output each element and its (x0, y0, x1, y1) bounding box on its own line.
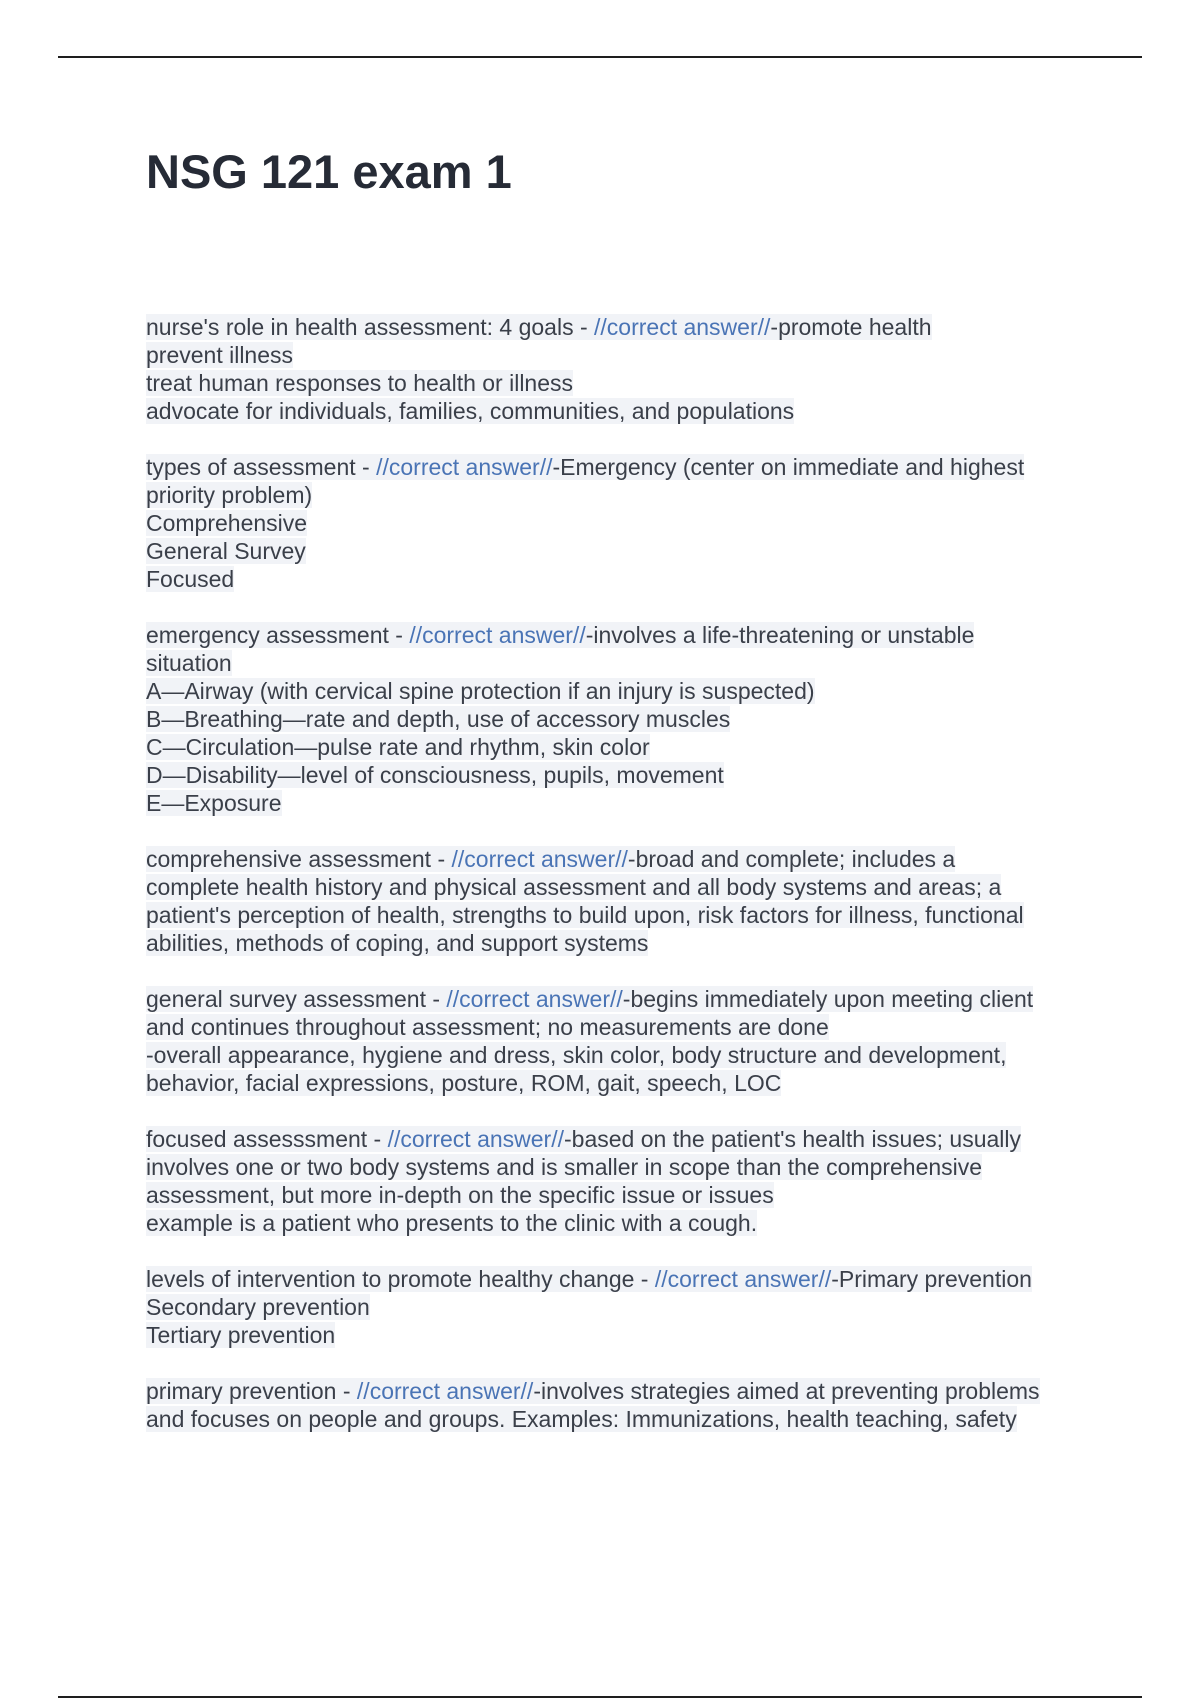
answer-line (146, 929, 1096, 957)
answer-line-text: Focused (146, 566, 235, 592)
answer-text: -based on the patient's health issues; usually (564, 1126, 1022, 1152)
flashcard-first-line (146, 1377, 1096, 1405)
answer-line (146, 481, 1096, 509)
top-rule (58, 56, 1142, 58)
correct-answer-tag: //correct answer// (446, 986, 623, 1012)
answer-text: -involves strategies aimed at preventing problems (533, 1378, 1040, 1404)
answer-text: -involves a life-threatening or unstable (585, 622, 975, 648)
flashcard-first-line (146, 985, 1096, 1013)
question-text: emergency assessment - (146, 622, 410, 648)
correct-answer-tag: //correct answer// (594, 314, 771, 340)
answer-line (146, 1209, 1096, 1237)
question-text: types of assessment - (146, 454, 377, 480)
document-title: NSG 121 exam 1 (146, 145, 512, 198)
flashcard-1 (146, 313, 1096, 425)
bottom-rule (58, 1696, 1142, 1698)
flashcard-8 (146, 1377, 1096, 1433)
answer-line (146, 369, 1096, 397)
answer-line (146, 901, 1096, 929)
answer-text: -Emergency (center on immediate and highest (552, 454, 1025, 480)
answer-line (146, 341, 1096, 369)
answer-line-text: B—Breathing—rate and depth, use of accessory muscles (146, 706, 731, 732)
answer-line-text: abilities, methods of coping, and support systems (146, 930, 649, 956)
answer-line (146, 1405, 1096, 1433)
flashcard-5 (146, 985, 1096, 1097)
answer-line (146, 565, 1096, 593)
answer-line (146, 733, 1096, 761)
question-text: general survey assessment - (146, 986, 447, 1012)
answer-line (146, 397, 1096, 425)
answer-line-text: treat human responses to health or illness (146, 370, 574, 396)
answer-line (146, 873, 1096, 901)
correct-answer-tag: //correct answer// (387, 1126, 564, 1152)
flashcard-2 (146, 453, 1096, 593)
answer-line (146, 1181, 1096, 1209)
answer-text: -Primary prevention (831, 1266, 1032, 1292)
answer-line-text: patient's perception of health, strengths to build upon, risk factors for illness, functional (146, 902, 1024, 928)
answer-line-text: complete health history and physical assessment and all body systems and areas; a (146, 874, 1002, 900)
answer-line-text: C—Circulation—pulse rate and rhythm, skin color (146, 734, 650, 760)
flashcard-first-line (146, 1265, 1096, 1293)
answer-line-text: Tertiary prevention (146, 1322, 336, 1348)
flashcard-7 (146, 1265, 1096, 1349)
correct-answer-tag: //correct answer// (356, 1378, 534, 1404)
answer-line-text: and focuses on people and groups. Examples: Immunizations, health teaching, safety (146, 1406, 1017, 1432)
answer-line-text: -overall appearance, hygiene and dress, skin color, body structure and development, (146, 1042, 1007, 1068)
answer-line (146, 1153, 1096, 1181)
highlight (146, 1126, 1021, 1152)
flashcard-first-line (146, 453, 1096, 481)
answer-line-text: situation (146, 650, 232, 676)
highlight (146, 846, 955, 872)
flashcard-first-line (146, 313, 1096, 341)
answer-line-text: Secondary prevention (146, 1294, 370, 1320)
answer-line-text: involves one or two body systems and is smaller in scope than the comprehensive (146, 1154, 983, 1180)
answer-line-text: General Survey (146, 538, 306, 564)
answer-text: -broad and complete; includes a (627, 846, 956, 872)
highlight (146, 314, 932, 340)
answer-text: -begins immediately upon meeting client (622, 986, 1034, 1012)
answer-line (146, 789, 1096, 817)
question-text: levels of intervention to promote healthy change - (146, 1266, 655, 1292)
flashcard-3 (146, 621, 1096, 817)
answer-line-text: assessment, but more in-depth on the specific issue or issues (146, 1182, 774, 1208)
answer-line-text: Comprehensive (146, 510, 308, 536)
correct-answer-tag: //correct answer// (409, 622, 586, 648)
answer-line (146, 509, 1096, 537)
highlight (146, 1378, 1040, 1404)
answer-line (146, 677, 1096, 705)
question-text: focused assesssment - (146, 1126, 388, 1152)
answer-line (146, 649, 1096, 677)
flashcard-first-line (146, 621, 1096, 649)
answer-line-text: advocate for individuals, families, communities, and populations (146, 398, 795, 424)
highlight (146, 454, 1024, 480)
answer-line (146, 761, 1096, 789)
flashcard-first-line (146, 1125, 1096, 1153)
answer-line-text: example is a patient who presents to the clinic with a cough. (146, 1210, 758, 1236)
answer-line-text: E—Exposure (146, 790, 282, 816)
answer-text: -promote health (770, 314, 932, 340)
highlight (146, 986, 1033, 1012)
answer-line (146, 1041, 1096, 1069)
answer-line (146, 1013, 1096, 1041)
answer-line-text: and continues throughout assessment; no measurements are done (146, 1014, 829, 1040)
flashcard-list (146, 313, 1096, 1461)
correct-answer-tag: //correct answer// (654, 1266, 832, 1292)
highlight (146, 622, 974, 648)
correct-answer-tag: //correct answer// (451, 846, 628, 872)
flashcard-first-line (146, 845, 1096, 873)
correct-answer-tag: //correct answer// (376, 454, 553, 480)
question-text: primary prevention - (146, 1378, 357, 1404)
flashcard-4 (146, 845, 1096, 957)
question-text: comprehensive assessment - (146, 846, 452, 872)
highlight (146, 1266, 1032, 1292)
answer-line (146, 1293, 1096, 1321)
answer-line-text: behavior, facial expressions, posture, ROM, gait, speech, LOC (146, 1070, 782, 1096)
answer-line (146, 705, 1096, 733)
flashcard-6 (146, 1125, 1096, 1237)
answer-line (146, 1069, 1096, 1097)
answer-line-text: prevent illness (146, 342, 294, 368)
answer-line-text: priority problem) (146, 482, 313, 508)
answer-line (146, 1321, 1096, 1349)
answer-line-text: A—Airway (with cervical spine protection if an injury is suspected) (146, 678, 815, 704)
answer-line (146, 537, 1096, 565)
answer-line-text: D—Disability—level of consciousness, pupils, movement (146, 762, 724, 788)
question-text: nurse's role in health assessment: 4 goals - (146, 314, 595, 340)
